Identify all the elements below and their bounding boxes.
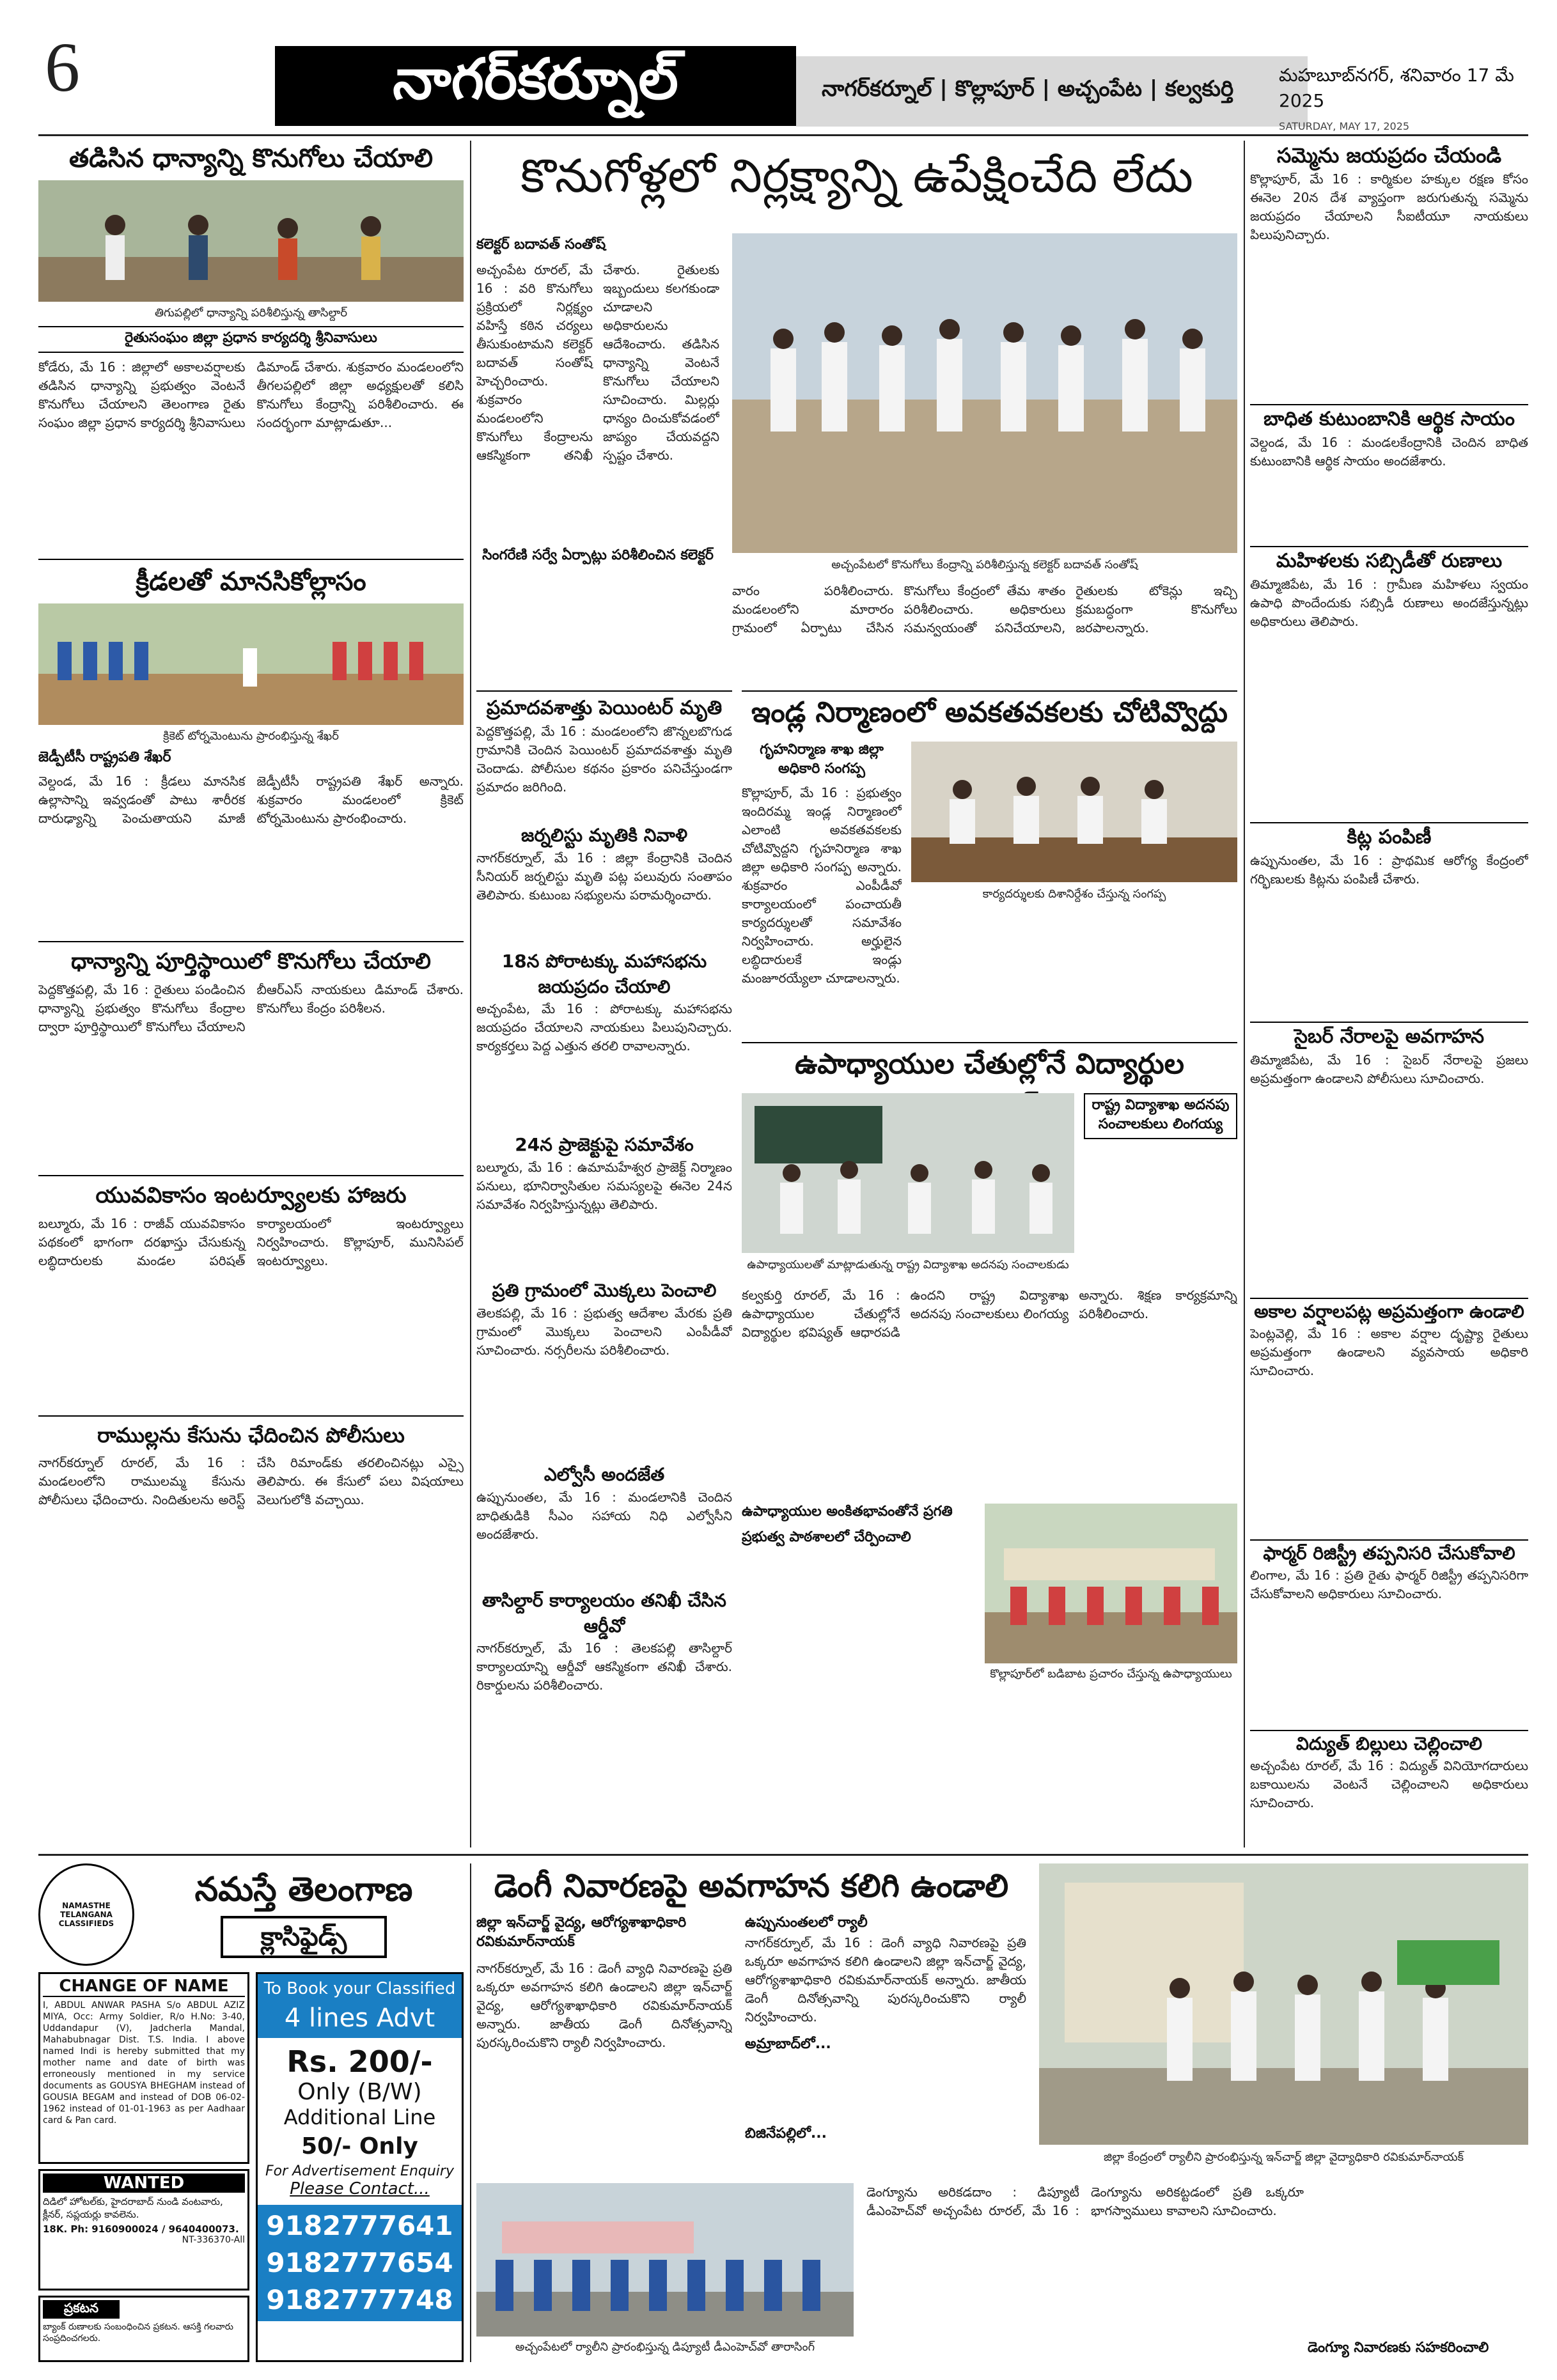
right-headline-7: ఫార్మర్ రిజిస్ట్రీ తప్పనిసరి చేసుకోవాలి (1250, 1539, 1528, 1566)
wanted-ad (38, 2169, 249, 2291)
booking-phone-3: 9182777748 (266, 2284, 453, 2315)
lead-left-text (476, 237, 719, 566)
dengue-caption-2: జిల్లా కేంద్రంలో ర్యాలీని ప్రారంభిస్తున్న ఇన్‌చార్జ్ జిల్లా వైద్యాధికారి రవికుమార్‌నాయక్ (1103, 2151, 1464, 2164)
teachers-caption-2: కొల్లాపూర్‌లో బడిబాట ప్రచారం చేస్తున్న ఉపాధ్యాయులు (990, 1667, 1232, 1681)
dengue-photo-2 (1039, 1863, 1528, 2145)
booking-heading: To Book your Classified (258, 1974, 462, 2003)
right-headline-6: అకాల వర్షాలపట్ల అప్రమత్తంగా ఉండాలి (1250, 1298, 1528, 1325)
column-divider-2 (1244, 141, 1245, 1847)
left-photo-1 (38, 180, 464, 302)
teachers-photo-1 (742, 1093, 1074, 1253)
right-headline-5: సైబర్ నేరాలపై అవగాహన (1250, 1022, 1528, 1051)
mid-body-4: బల్మూరు, మే 16 : ఉమామహేశ్వర ప్రాజెక్ట్ నిర్మాణం పనులు, భూనిర్వాసితుల సమస్యలపై ఈనెల 24న సమావేశం నిర్వహిస్తున్నట్లు తెలిపారు. (476, 1160, 732, 1212)
district-rally-photo (1039, 1863, 1528, 2145)
mid-headline-6: ఎల్వోసీ అందజేత (544, 1464, 665, 1485)
page-number: 6 (45, 28, 80, 106)
rally-photo (476, 2183, 854, 2337)
change-of-name-heading: CHANGE OF NAME (43, 1977, 245, 1997)
teachers-body: కల్వకుర్తి రూరల్, మే 16 : ఉపాధ్యాయుల చేతుల్లోనే విద్యార్థుల భవిష్యత్ ఆధారపడి ఉందని రాష్ట్ర విద్యాశాఖ అదనపు సంచాలకులు లింగయ్య అన్నారు. శిక్షణ కార్యక్రమాన్ని పరిశీలించారు. (742, 1287, 1237, 1340)
lead-caption: అచ్చంపేటలో కొనుగోలు కేంద్రాన్ని పరిశీలిస్తున్న కలెక్టర్ బదావత్ సంతోష్ (831, 558, 1138, 572)
dengue-body-2: డెంగ్యూను అరికడదాం : డిప్యూటీ డీఎంహెచ్‌వో అచ్చంపేట రూరల్, మే 16 : డెంగ్యూను అరికట్టడంలో ప్రతి ఒక్కరూ భాగస్వాములు కావాలని సూచించారు. (866, 2184, 1304, 2218)
teachers-sub-1: ఉపాధ్యాయుల అంకితభావంతోనే ప్రగతి (742, 1504, 953, 1520)
right-body-7: లింగాల, మే 16 : ప్రతి రైతు ఫార్మర్ రిజిస్ట్రీ తప్పనిసరిగా చేసుకోవాలని అధికారులు సూచించారు. (1250, 1567, 1528, 1601)
left-body-4: బల్మూరు, మే 16 : రాజీవ్ యువవికాసం పథకంలో భాగంగా దరఖాస్తు చేసుకున్న లబ్ధిదారులకు మండల పరిషత్ కార్యాలయంలో ఇంటర్వ్యూలు నిర్వహించారు. కొల్లాపూర్, మునిసిపల్ ఇంటర్వ్యూలు. (38, 1216, 464, 1268)
left-byline-2: జెడ్పీటీసీ రాష్ట్రపతి శేఖర్ (38, 749, 171, 765)
collector-inspection-photo (732, 233, 1237, 553)
change-of-name-ad (38, 1972, 249, 2164)
teachers-sub-2: ప్రభుత్వ పాఠశాలలో చేర్పించాలి (742, 1529, 911, 1545)
teachers-story (742, 1042, 1237, 1847)
left-body-3: పెద్దకొత్తపల్లి, మే 16 : రైతులు పండించిన ధాన్యాన్ని ప్రభుత్వం కొనుగోలు కేంద్రాల ద్వారా పూర్తిస్థాయిలో కొనుగోలు చేయాలని బీఆర్ఎస్ నాయకులు డిమాండ్ చేశారు. కొనుగోలు కేంద్రం పరిశీలన. (38, 982, 464, 1034)
date-english: SATURDAY, MAY 17, 2025 (1279, 120, 1410, 132)
dengue-story (476, 1863, 1528, 2362)
left-column (38, 141, 464, 1847)
housing-headline: ఇండ్ల నిర్మాణంలో అవకతవకలకు చోటివ్వొద్దు (751, 696, 1228, 729)
meeting-photo (911, 742, 1237, 882)
dengue-sub-2: అమ్రాబాద్‌లో... (745, 2036, 831, 2052)
column-divider-3 (470, 1863, 471, 2362)
edition-bar (796, 56, 1308, 127)
teachers-headline: ఉపాధ్యాయుల చేతుల్లోనే విద్యార్థుల (795, 1048, 1184, 1080)
left-headline-2: క్రీడలతో మానసికోల్లాసం (38, 559, 464, 600)
left-body-5: నాగర్‌కర్నూల్ రూరల్, మే 16 : మండలంలోని రాములమ్మ కేసును పోలీసులు ఛేదించారు. నిందితులను అరెస్ట్ చేసి రిమాండ్‌కు తరలించినట్లు ఎస్సై తెలిపారు. ఈ కేసులో పలు విషయాలు వెలుగులోకి వచ్చాయి. (38, 1455, 464, 1507)
dateline (1279, 63, 1535, 139)
mid-body-3: అచ్చంపేట, మే 16 : పోరాటక్కు మహాసభను జయప్రదం చేయాలని నాయకులు పిలుపునిచ్చారు. కార్యకర్తలు పెద్ద ఎత్తున తరలి రావాలన్నారు. (476, 1001, 732, 1054)
mid-headline-3: 18న పోరాటక్కు మహాసభను జయప్రదం చేయాలి (501, 951, 707, 997)
mid-body-2: నాగర్‌కర్నూల్, మే 16 : జిల్లా కేంద్రానికి చెందిన సీనియర్ జర్నలిస్టు మృతి పట్ల పలువురు సంతాపం తెలిపారు. కుటుంబ సభ్యులను పరామర్శించారు. (476, 850, 732, 903)
wanted-code: NT-336370-All (182, 2235, 245, 2245)
right-body-2: వెల్దండ, మే 16 : మండలకేంద్రానికి చెందిన బాధిత కుటుంబానికి ఆర్థిక సాయం అందజేశారు. (1250, 435, 1528, 469)
housing-caption: కార్యదర్శులకు దిశానిర్దేశం చేస్తున్న సంగప్ప (982, 887, 1166, 901)
school-rally-photo (985, 1504, 1237, 1663)
teachers-byline-box (1084, 1093, 1237, 1139)
masthead-rule (38, 134, 1528, 136)
right-body-5: తిమ్మాజిపేట, మే 16 : సైబర్ నేరాలపై ప్రజలు అప్రమత్తంగా ఉండాలని పోలీసులు సూచించారు. (1250, 1052, 1528, 1086)
booking-additional: Additional Line (283, 2105, 436, 2129)
masthead (0, 0, 1557, 134)
right-column (1250, 141, 1528, 1847)
bottom-section-rule (38, 1854, 1528, 1856)
left-caption-2: క్రికెట్ టోర్నమెంటును ప్రారంభిస్తున్న శేఖర్ (163, 729, 339, 743)
lead-body: అచ్చంపేట రూరల్, మే 16 : వరి కొనుగోలు ప్రక్రియలో నిర్లక్ష్యం వహిస్తే కఠిన చర్యలు తీసుకుంటామని కలెక్టర్ బదావత్ సంతోష్ హెచ్చరించారు. శుక్రవారం మండలంలోని కొనుగోలు కేంద్రాలను ఆకస్మికంగా తనిఖీ చేశారు. రైతులకు ఇబ్బందులు కలగకుండా చూడాలని అధికారులను ఆదేశించారు. తడిసిన ధాన్యాన్ని వెంటనే కొనుగోలు చేయాలని సూచించారు. మిల్లర్లు ధాన్యం దించుకోవడంలో జాప్యం చేయవద్దని స్పష్టం చేశారు. (476, 262, 719, 463)
wanted-text: దిడిలో హోటల్‌కు, హైదరాబాద్ నుండి వంటవారు, క్లీనర్, సప్లయర్లు కావలెను. (43, 2196, 223, 2220)
notice-heading: ప్రకటన (43, 2300, 120, 2319)
left-body-1: కోడేరు, మే 16 : జిల్లాలో అకాలవర్షాలకు తడిసిన ధాన్యాన్ని ప్రభుత్వం వెంటనే కొనుగోలు చేయాలని తెలంగాణ రైతు సంఘం జిల్లా ప్రధాన కార్యదర్శి శ్రీనివాసులు డిమాండ్ చేశారు. శుక్రవారం మండలంలోని తీగలపల్లిలో జిల్లా అధ్యక్షులతో కలిసి కొనుగోలు కేంద్రాన్ని పరిశీలించారు. ఈ సందర్భంగా మాట్లాడుతూ... (38, 359, 464, 430)
dengue-caption-1: అచ్చంపేటలో ర్యాలీని ప్రారంభిస్తున్న డిప్యూటీ డీఎంహెచ్‌వో తారాసింగ్ (515, 2340, 815, 2354)
date-telugu: మహబూబ్‌నగర్, శనివారం 17 మే 2025 (1279, 65, 1514, 111)
mid-headline-2: జర్నలిస్టు మృతికి నివాళి (520, 825, 688, 846)
lead-sub-headline: సింగరేణి సర్వే ఏర్పాట్లు పరిశీలించిన కలెక్టర్ (482, 547, 714, 563)
mid-body-7: నాగర్‌కర్నూల్, మే 16 : తెలకపల్లి తాసిల్దార్ కార్యాలయాన్ని ఆర్డీవో ఆకస్మికంగా తనిఖీ చేశారు. రికార్డులను పరిశీలించారు. (476, 1640, 732, 1693)
classifieds-brand-sub: క్లాసిఫైడ్స్ (221, 1916, 387, 1958)
right-body-3: తిమ్మాజిపేట, మే 16 : గ్రామీణ మహిళలు స్వయం ఉపాధి పొందేందుకు సబ్సిడీ రుణాలు అందజేస్తున్నట్లు అధికారులు తెలిపారు. (1250, 577, 1528, 629)
mid-headline-1: ప్రమాదవశాత్తు పెయింటర్ మృతి (476, 690, 732, 722)
booking-phones (258, 2205, 462, 2321)
wanted-phone: 18K. Ph: 9160900024 / 9640400073. (43, 2223, 239, 2235)
lead-headline: కొనుగోళ్లలో నిర్లక్ష్యాన్ని ఉపేక్షించేది లేదు (520, 149, 1193, 203)
left-headline-1: తడిసిన ధాన్యాన్ని కొనుగోలు చేయాలి (68, 144, 434, 173)
dengue-headline: డెంగీ నివారణపై అవగాహన కలిగి ఉండాలి (494, 1867, 1009, 1904)
mid-body-6: ఉప్పునుంతల, మే 16 : మండలానికి చెందిన బాధితుడికి సీఎం సహాయ నిధి ఎల్వోసీని అందజేశారు. (476, 1489, 732, 1542)
sub-edition-list: నాగర్‌కర్నూల్ | కొల్లాపూర్ | అచ్చంపేట | కల్వకుర్తి (822, 76, 1234, 102)
classifieds-seal: NAMASTHE TELANGANA CLASSIFIEDS (38, 1863, 134, 1966)
lead-photo (732, 233, 1237, 553)
classifieds-brand-title: నమస్తే తెలంగాణ (194, 1871, 413, 1909)
left-body-2: వెల్దండ, మే 16 : క్రీడలు మానసిక ఉల్లాసాన్ని ఇవ్వడంతో పాటు శారీరక దారుఢ్యాన్ని పెంచుతాయని మాజీ జెడ్పీటీసీ రాష్ట్రపతి శేఖర్ అన్నారు. శుక్రవారం మండలంలో క్రికెట్ టోర్నమెంటును ప్రారంభించారు. (38, 774, 464, 826)
dengue-sub-section (745, 1915, 1026, 2145)
right-headline-8: విద్యుత్ బిల్లులు చెల్లించాలి (1250, 1730, 1528, 1757)
right-body-1: కొల్లాపూర్, మే 16 : కార్మికుల హక్కుల రక్షణ కోసం ఈనెల 20న దేశ వ్యాప్తంగా జరుగుతున్న సమ్మెను జయప్రదం చేయాలని సీఐటీయూ నాయకులు పిలుపునిచ్చారు. (1250, 171, 1528, 242)
right-body-6: పెంట్లవెల్లి, మే 16 : అకాల వర్షాల దృష్ట్యా రైతులు అప్రమత్తంగా ఉండాలని వ్యవసాయ అధికారి సూచించారు. (1250, 1326, 1528, 1378)
mid-body-5: తెలకపల్లి, మే 16 : ప్రభుత్వ ఆదేశాల మేరకు ప్రతి గ్రామంలో మొక్కలు పెంచాలని ఎంపీడీవో సూచించారు. నర్సరీలను పరిశీలించారు. (476, 1305, 732, 1358)
left-headline-3: ధాన్యాన్ని పూర్తిస్థాయిలో కొనుగోలు చేయాలి (38, 941, 464, 977)
booking-contact: Please Contact... (290, 2179, 430, 2198)
housing-story (742, 690, 1237, 1036)
right-body-8: అచ్చంపేట రూరల్, మే 16 : విద్యుత్ వినియోగదారులు బకాయిలను వెంటనే చెల్లించాలని అధికారులు సూచించారు. (1250, 1758, 1528, 1810)
teachers-caption-1: ఉపాధ్యాయులతో మాట్లాడుతున్న రాష్ట్ర విద్యాశాఖ అదనపు సంచాలకుడు (747, 1258, 1069, 1272)
housing-body: కొల్లాపూర్, మే 16 : ప్రభుత్వం ఇందిరమ్మ ఇండ్ల నిర్మాణంలో ఎలాంటి అవకతవకలకు చోటివ్వొద్దని గృహనిర్మాణ శాఖ జిల్లా అధికారి సంగప్ప అన్నారు. శుక్రవారం ఎంపీడీవో కార్యాలయంలో పంచాయతీ కార్యదర్శులతో సమావేశం నిర్వహించారు. అర్హులైన లబ్ధిదారులకే ఇండ్లు మంజూరయ్యేలా చూడాలన్నారు. (742, 785, 902, 986)
right-headline-2: బాధిత కుటుంబానికి ఆర్థిక సాయం (1250, 404, 1528, 433)
wanted-heading: WANTED (43, 2174, 245, 2193)
lead-byline: కలెక్టర్ బదావత్ సంతోష్ (476, 237, 606, 253)
mid-headline-5: ప్రతి గ్రామంలో మొక్కలు పెంచాలి (492, 1280, 717, 1301)
right-body-4: ఉప్పునుంతల, మే 16 : ప్రాథమిక ఆరోగ్య కేంద్రంలో గర్భిణులకు కిట్లను పంపిణీ చేశారు. (1250, 853, 1528, 887)
booking-lines: 4 lines Advt (258, 2003, 462, 2038)
teachers-byline: రాష్ట్ర విద్యాశాఖ అదనపు సంచాలకులు లింగయ్య (1084, 1093, 1237, 1139)
teachers-photo-2 (985, 1504, 1237, 1663)
booking-phone-2: 9182777654 (266, 2247, 453, 2278)
lead-body-right: వారం పరిశీలించారు. మండలంలోని మారారం గ్రామంలో ఏర్పాటు చేసిన కొనుగోలు కేంద్రంలో తేమ శాతం పరిశీలించారు. అధికారులు సమన్వయంతో పనిచేయాలని, రైతులకు టోకెన్లు ఇచ్చి క్రమబద్ధంగా కొనుగోలు జరపాలన్నారు. (732, 583, 1237, 635)
mid-body-1: పెద్దకొత్తపల్లి, మే 16 : మండలంలోని జొన్నలబొగుడ గ్రామానికి చెందిన పెయింటర్ ప్రమాదవశాత్తు మృతి చెందాడు. పోలీసుల కథనం ప్రకారం పనిచేస్తుండగా ప్రమాదం జరిగింది. (476, 724, 732, 795)
change-of-name-text: I, ABDUL ANWAR PASHA S/o ABDUL AZIZ MIYA, Occ: Army Soldier, R/o H.No: 3-40, Uddandapur (V), Jadcherla Mandal, Mahabubnagar Dist. T.S. India. I above named Indi is hereby submitted that my mother name and date of birth was erroneously mentioned in my service documents as GOUSYA BHEGHAM instead of GOUSIA BEGAM and instead of DOB 06-02-1962 instead of 01-01-1963 as per Aadhaar card & Pan card. (43, 2000, 245, 2126)
housing-left-text (742, 742, 902, 1027)
paddy-field-photo (38, 180, 464, 302)
lead-story (476, 141, 1237, 681)
booking-phone-1: 9182777641 (266, 2210, 453, 2241)
left-caption-1: తిగుపల్లిలో ధాన్యాన్ని పరిశీలిస్తున్న తాసిల్దార్ (154, 306, 348, 320)
mid-headline-4: 24న ప్రాజెక్టుపై సమావేశం (515, 1134, 694, 1155)
column-divider-1 (470, 141, 471, 1847)
left-headline-5: రాముల్లను కేసును ఛేదించిన పోలీసులు (38, 1415, 464, 1450)
notice-text: బ్యాంక్ రుణాలకు సంబంధించిన ప్రకటన. ఆసక్తి గలవారు సంప్రదించగలరు. (43, 2322, 233, 2344)
notice-ad (38, 2296, 249, 2362)
right-headline-1: సమ్మెను జయప్రదం చేయండి (1276, 143, 1502, 167)
left-photo-2 (38, 603, 464, 725)
housing-byline: గృహనిర్మాణ శాఖ జిల్లా అధికారి సంగప్ప (760, 742, 884, 777)
dengue-body: నాగర్‌కర్నూల్, మే 16 : డెంగీ వ్యాధి నివారణపై ప్రతి ఒక్కరూ అవగాహన కలిగి ఉండాలని జిల్లా ఇన్‌చార్జ్ వైద్య, ఆరోగ్యశాఖాధికారి రవికుమార్‌నాయక్ అన్నారు. జాతీయ డెంగీ దినోత్సవాన్ని పురస్కరించుకొని ర్యాలీ నిర్వహించారు. (476, 1961, 732, 2050)
housing-photo (911, 742, 1237, 882)
page-title: నాగర్‌కర్నూల్ (275, 46, 796, 126)
booking-only-bw: Only (B/W) (297, 2079, 422, 2105)
left-byline-1: రైతుసంఘం జిల్లా ప్రధాన కార్యదర్శి శ్రీనివాసులు (38, 326, 464, 353)
right-headline-4: కిట్ల పంపిణీ (1250, 822, 1528, 852)
dengue-sub-3: బిజినేపల్లిలో... (745, 2126, 827, 2142)
dengue-sub-1: ఉప్పునుంతలలో ర్యాలీ (745, 1915, 868, 1931)
booking-ad (256, 1972, 464, 2362)
dengue-byline: జిల్లా ఇన్‌చార్జ్ వైద్య, ఆరోగ్యశాఖాధికారి రవికుమార్‌నాయక్ (476, 1915, 687, 1950)
cricket-ground-photo (38, 603, 464, 725)
middle-column (476, 690, 732, 1847)
right-headline-3: మహిళలకు సబ్సిడీతో రుణాలు (1250, 546, 1528, 575)
classroom-photo (742, 1093, 1074, 1253)
dengue-sub-1-body: నాగర్‌కర్నూల్, మే 16 : డెంగీ వ్యాధి నివారణపై ప్రతి ఒక్కరూ అవగాహన కలిగి ఉండాలని జిల్లా ఇన్‌చార్జ్ వైద్య, ఆరోగ్యశాఖాధికారి రవికుమార్‌నాయక్ అన్నారు. జాతీయ డెంగీ దినోత్సవాన్ని పురస్కరించుకొని ర్యాలీ నిర్వహించారు. (745, 1935, 1026, 2025)
dengue-sub-4: డెంగ్యూ నివారణకు సహకరించాలి (1308, 2340, 1489, 2356)
left-headline-4: యువవికాసం ఇంటర్వ్యూలకు హాజరు (38, 1175, 464, 1211)
booking-fifty: 50/- Only (301, 2133, 418, 2159)
mid-headline-7: తాసిల్దార్ కార్యాలయం తనిఖీ చేసిన ఆర్డీవో (482, 1590, 726, 1637)
booking-enquiry: For Advertisement Enquiry (265, 2163, 454, 2179)
booking-price: Rs. 200/- (286, 2044, 433, 2079)
dengue-photo-1 (476, 2183, 854, 2337)
classifieds-section (38, 1863, 464, 2362)
